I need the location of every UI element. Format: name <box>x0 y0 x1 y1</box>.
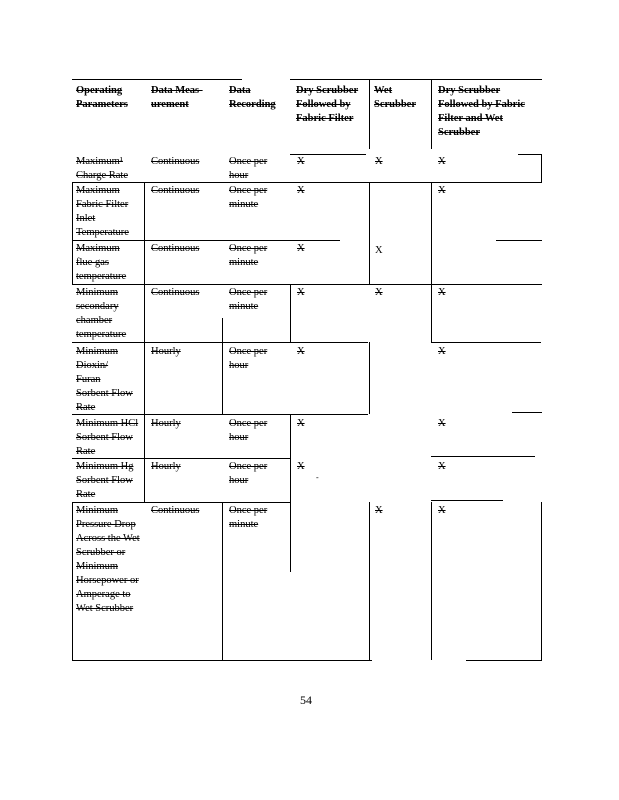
rule-row8-top <box>72 502 290 503</box>
rule-row8-div2 <box>290 502 291 572</box>
rule-row3-div1 <box>144 240 145 284</box>
row7-recording: Once per hour <box>229 461 268 486</box>
row1-dry-ff-wet: X <box>438 156 446 167</box>
row2-dry-ff-wet: X <box>438 185 446 196</box>
rule-header-divider-2 <box>431 79 432 149</box>
rule-row8-left <box>72 502 73 660</box>
row4-wet: X <box>375 287 383 298</box>
rule-row4-div1 <box>144 284 145 342</box>
rule-row3-top <box>72 240 340 241</box>
rule-row7-right <box>431 500 503 501</box>
row7-measurement: Hourly <box>151 461 181 472</box>
rule-row6-div1 <box>144 414 145 458</box>
row1-parameter: Maximum¹ Charge Rate <box>76 156 128 181</box>
header-dry-scrubber-ff: Dry Scrubber Followed by Fabric Filter <box>296 85 359 124</box>
row8-recording: Once per minute <box>229 505 268 530</box>
rule-row3-left <box>72 240 73 284</box>
row3-dry: X <box>297 243 305 254</box>
row6-measurement: Hourly <box>151 418 181 429</box>
rule-row7-div2 <box>290 458 291 502</box>
rule-top-left <box>72 79 242 80</box>
row7-parameter: Minimum Hg Sorbent Flow Rate <box>76 461 134 500</box>
rule-right-edge <box>541 154 542 182</box>
rule-header-divider-1 <box>369 79 370 149</box>
header-operating-parameters: Operating Parameters <box>76 85 128 110</box>
row7-dry-ff-wet: X <box>438 461 446 472</box>
rule-row2-top <box>72 182 542 183</box>
rule-row8-div1 <box>222 502 223 660</box>
row4-recording: Once per minute <box>229 287 268 312</box>
row4-measurement: Continuous <box>151 287 200 298</box>
row7-dry: X <box>297 461 305 472</box>
rule-top-right <box>290 79 542 80</box>
rule-bottom-right <box>466 660 542 661</box>
row6-parameter: Minimum HCl Sorbent Flow Rate <box>76 418 139 457</box>
rule-row2-left <box>72 182 73 240</box>
rule-row3-top-right <box>496 240 542 241</box>
rule-row6-div2 <box>290 414 291 458</box>
row2-measurement: Continuous <box>151 185 200 196</box>
rule-tick-mark: - <box>316 473 319 482</box>
rule-row5-div1 <box>144 342 145 414</box>
row6-recording: Once per hour <box>229 418 268 443</box>
row1-wet: X <box>375 156 383 167</box>
rule-row8-div3 <box>369 502 370 660</box>
rule-row7-div1 <box>144 458 145 502</box>
row5-parameter: Minimum Dioxin/ Furan Sorbent Flow Rate <box>76 346 133 413</box>
row3-measurement: Continuous <box>151 243 200 254</box>
row2-recording: Once per minute <box>229 185 268 210</box>
rule-row2-div2 <box>369 182 370 240</box>
page-number: 54 <box>300 693 312 707</box>
row1-recording: Once per hour <box>229 156 268 181</box>
row5-dry: X <box>297 346 305 357</box>
rule-row8-div4 <box>431 502 432 660</box>
rule-row8-right <box>541 502 542 660</box>
header-data-recording: Data Recording <box>229 85 276 110</box>
row3-recording: Once per minute <box>229 243 268 268</box>
rule-row5-top-right <box>431 342 541 343</box>
rule-below-header-right <box>518 154 542 155</box>
rule-below-header <box>290 154 366 155</box>
rule-row4-top <box>72 284 542 285</box>
rule-row5-right-bottom <box>512 412 542 413</box>
rule-bottom-left <box>72 660 372 661</box>
row1-dry: X <box>297 156 305 167</box>
row6-dry-ff-wet: X <box>438 418 446 429</box>
header-data-measurement: Data Meas-urement <box>151 85 203 110</box>
rule-row2-div1 <box>144 182 145 240</box>
row5-recording: Once per hour <box>229 346 268 371</box>
row3-wet: X <box>375 245 383 256</box>
rule-row3-div2 <box>369 240 370 284</box>
row2-parameter: Maximum Fabric Filter Inlet Temperature <box>76 185 129 238</box>
rule-row5-div3 <box>369 342 370 414</box>
rule-row4-div4 <box>431 284 432 342</box>
row4-dry-ff-wet: X <box>438 287 446 298</box>
header-dry-ff-wet: Dry Scrubber Followed by Fabric Filter and Wet Scrubber <box>438 85 525 138</box>
row6-dry: X <box>297 418 305 429</box>
rule-row4-div2 <box>222 318 223 342</box>
row8-parameter: Minimum Pressure Drop Across the Wet Scrubber or Minimum Horsepower or Amperage to Wet Scrubber <box>76 505 140 614</box>
header-wet-scrubber: Wet Scrubber <box>374 85 416 110</box>
row8-wet: X <box>375 505 383 516</box>
row5-dry-ff-wet: X <box>438 346 446 357</box>
row2-dry: X <box>297 185 305 196</box>
rule-row3-div3 <box>431 240 432 284</box>
row5-measurement: Hourly <box>151 346 181 357</box>
rule-row5-top <box>72 342 368 343</box>
row4-parameter: Minimum secondary chamber temperature <box>76 287 127 340</box>
row8-measurement: Continuous <box>151 505 200 516</box>
row4-dry: X <box>297 287 305 298</box>
rule-row5-div2 <box>222 342 223 414</box>
rule-row4-div3 <box>290 284 291 342</box>
rule-row6-right <box>431 456 535 457</box>
row8-dry-ff-wet: X <box>438 505 446 516</box>
rule-row7-top <box>72 458 290 459</box>
row3-parameter: Maximum flue gas temperature <box>76 243 127 282</box>
rule-row6-top <box>72 414 368 415</box>
rule-row2-div3 <box>431 182 432 240</box>
row1-measurement: Continuous <box>151 156 200 167</box>
